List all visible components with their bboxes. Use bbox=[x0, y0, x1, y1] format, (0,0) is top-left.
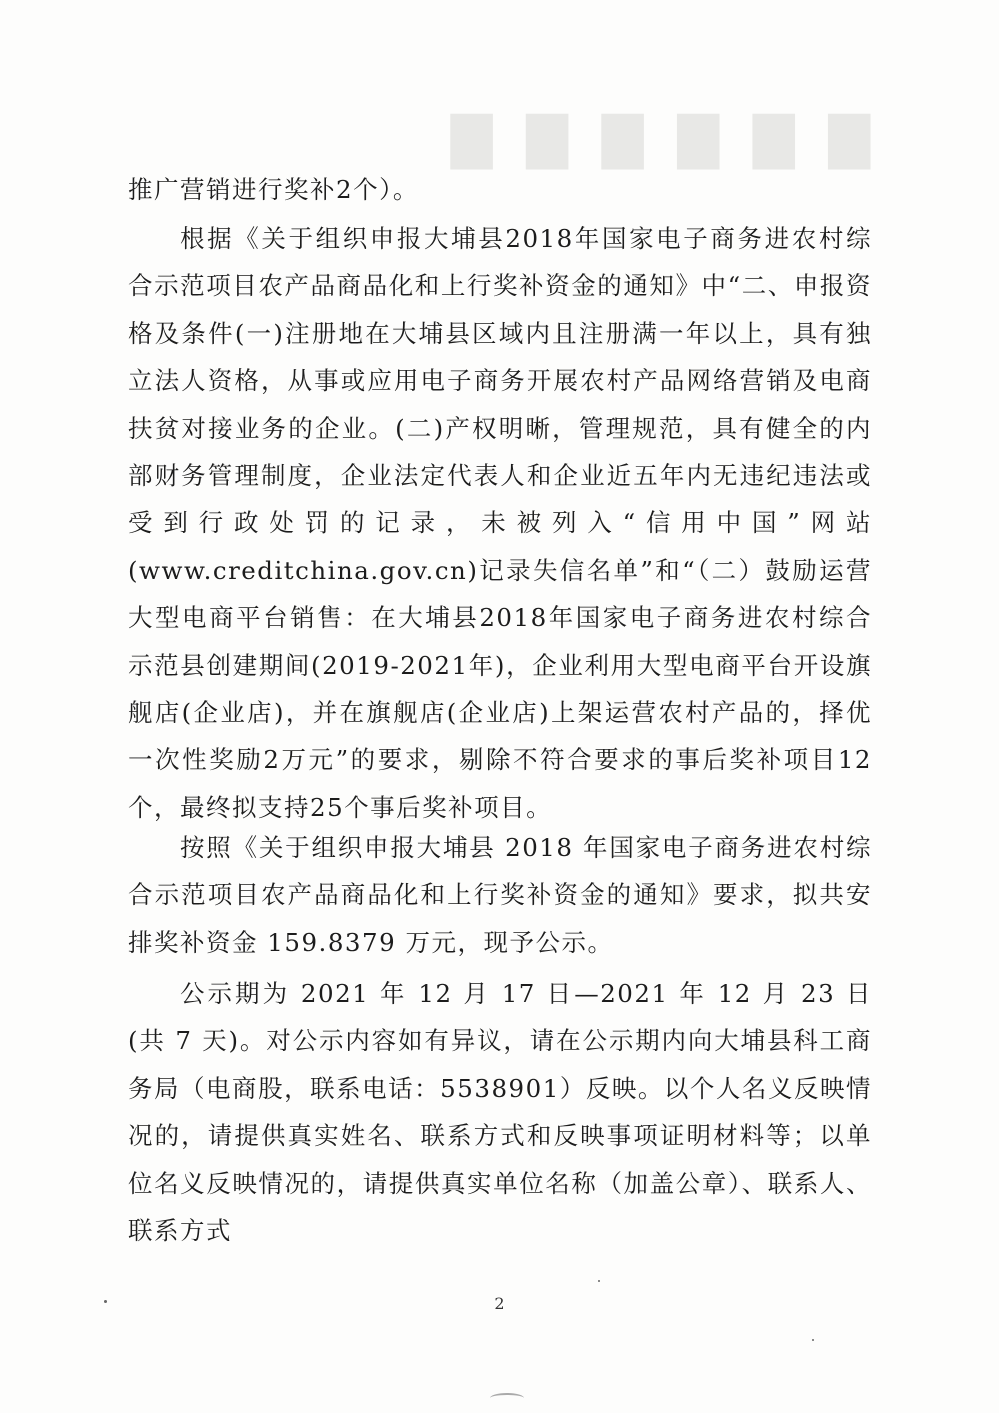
paragraph-1: 推广营销进行奖补2个）。 bbox=[128, 175, 419, 204]
paragraph-2: 根据《关于组织申报大埔县2018年国家电子商务进农村综合示范项目农产品商品化和上行奖补资金的通知》中“二、申报资格及条件(一)注册地在大埔县区域内且注册满一年以上，具有独立法人资格，从事或应用电子商务开展农村产品网络营销及电商扶贫对接业务的企业。(二)产权明晰，管理规范，具有健全的内部财务管理制度，企业法定代表人和企业近五年内无违纪违法或受到行政处罚的记录，未被列入“信用中国”网站(www.creditchina.gov.cn)记录失信名单”和“（二）鼓励运营大型电商平台销售：在大埔县2018年国家电子商务进农村综合示范县创建期间(2019-2021年)，企业利用大型电商平台开设旗舰店(企业店)，并在旗舰店(企业店)上架运营农村产品的，择优一次性奖励2万元”的要求，剔除不符合要求的事后奖补项目12个，最终拟支持25个事后奖补项目。 bbox=[128, 224, 872, 822]
scan-speck bbox=[812, 1339, 814, 1341]
show-through-text: ▇▇▇▇▇▇ bbox=[416, 105, 870, 169]
paragraph-3: 按照《关于组织申报大埔县 2018 年国家电子商务进农村综合示范项目农产品商品化和上行奖补资金的通知》要求，拟共安排奖补资金 159.8379 万元，现予公示。 bbox=[128, 833, 872, 957]
scan-speck bbox=[598, 1280, 600, 1282]
scan-edge-mark bbox=[490, 1393, 524, 1403]
page-number: 2 bbox=[494, 1294, 505, 1313]
scan-speck bbox=[104, 1300, 107, 1303]
paragraph-4: 公示期为 2021 年 12 月 17 日—2021 年 12 月 23 日(共 7 天)。对公示内容如有异议，请在公示期内向大埔县科工商务局（电商股，联系电话：5538901）反映。以个人名义反映情况的，请提供真实姓名、联系方式和反映事项证明材料等；以单位名义反映情况的，请提供真实单位名称（加盖公章）、联系人、联系方式 bbox=[128, 979, 872, 1246]
